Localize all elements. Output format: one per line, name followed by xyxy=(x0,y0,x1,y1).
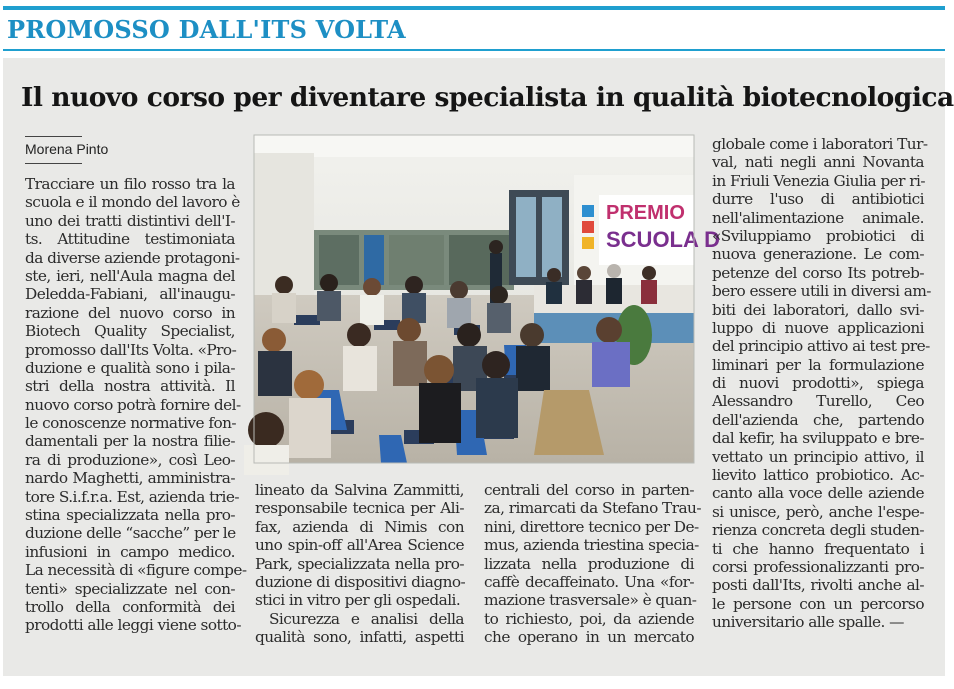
text-line: durre l'uso di antibiotici xyxy=(712,190,924,209)
author-rule-top xyxy=(25,136,82,137)
text-line: prodotti alle leggi viene sotto- xyxy=(25,616,241,635)
text-line: ste, ieri, nell'Aula magna del xyxy=(25,266,235,285)
banner-text-premio: PREMIO xyxy=(606,202,685,224)
text-line: La necessità di «figure compe- xyxy=(25,561,247,580)
text-line: vettato un principio attivo, il xyxy=(712,447,924,466)
text-line: ti che hanno frequentato i xyxy=(712,539,924,558)
text-line: qualità sono, infatti, aspetti xyxy=(255,628,464,647)
text-column-2 xyxy=(255,481,464,647)
text-line: tenti» specializzate nel con- xyxy=(25,579,235,598)
text-line: che operano in un mercato xyxy=(484,628,694,647)
text-line: «Sviluppiamo probiotici di xyxy=(712,226,924,245)
text-column-1 xyxy=(25,175,247,635)
text-line: le persone con un percorso xyxy=(712,594,924,613)
text-line: di nuovi prodotti», spiega xyxy=(712,374,924,393)
text-line: luppo di nuove applicazioni xyxy=(712,318,924,337)
author-byline: Morena Pinto xyxy=(25,141,109,157)
text-line: si unisce, però, anche l'espe- xyxy=(712,502,924,521)
photo-auditorium xyxy=(254,135,721,463)
text-line: le conoscenze normative fon- xyxy=(25,414,237,433)
article xyxy=(3,58,954,676)
text-line: Tracciare un filo rosso tra la xyxy=(25,175,235,193)
text-line: Sicurezza e analisi della xyxy=(269,609,464,628)
text-line: promosso dall'Its Volta. «Pro- xyxy=(25,340,237,359)
text-line: uno dei tratti distintivi dell'I- xyxy=(25,211,235,230)
text-line: corsi professionalizzanti pro- xyxy=(712,557,924,576)
text-column-3 xyxy=(484,481,701,647)
text-line: universitario alle spalle. — xyxy=(712,613,904,632)
top-rule xyxy=(3,6,945,10)
headline: Il nuovo corso per diventare specialista in qualità biotecnologica xyxy=(21,82,954,113)
text-line: val, nati negli anni Novanta xyxy=(712,153,924,172)
text-line: globale come i laboratori Tur- xyxy=(712,135,928,153)
text-line: responsabile tecnica per Ali- xyxy=(255,499,464,518)
text-line: damentali per la nostra filie- xyxy=(25,432,235,451)
text-line: stri della nostra attività. Il xyxy=(25,377,235,396)
text-line: Alessandro Turello, Ceo xyxy=(712,392,924,411)
text-line: Park, specializzata nella pro- xyxy=(255,554,464,573)
text-line: stici in vitro per gli ospedali. xyxy=(255,591,461,610)
text-line: ra di produzione», così Leo- xyxy=(25,450,235,469)
text-line: za, rimarcati da Stefano Trau- xyxy=(484,499,701,518)
text-line: infusioni in campo medico. xyxy=(25,542,235,561)
text-line: lizzata nella produzione di xyxy=(484,554,694,573)
text-line: duzione di dispositivi diagno- xyxy=(255,572,466,591)
text-line: nardo Maghetti, amministra- xyxy=(25,469,235,488)
text-line: canto alla voce delle aziende xyxy=(712,484,924,503)
text-line: centrali del corso in parten- xyxy=(484,481,694,499)
text-column-4 xyxy=(712,135,931,632)
author-rule-bottom xyxy=(25,163,82,164)
text-line: da diverse aziende protagoni- xyxy=(25,248,240,267)
article-photo xyxy=(254,135,721,463)
text-line: dell'azienda che, partendo xyxy=(712,410,924,429)
text-line: uno spin-off all'Area Science xyxy=(255,536,464,555)
text-line: liminari per la formulazione xyxy=(712,355,924,374)
text-line: caffè decaffeinato. Una «for- xyxy=(484,572,694,591)
text-line: petenze del corso Its potreb- xyxy=(712,263,924,282)
text-line: razione del nuovo corso in xyxy=(25,303,235,322)
text-line: dal kefir, ha sviluppato e bre- xyxy=(712,429,924,448)
text-line: tore S.i.f.r.a. Est, azienda trie- xyxy=(25,487,239,506)
text-line: nuova generazione. Le com- xyxy=(712,245,924,264)
text-line: trollo della conformità dei xyxy=(25,597,235,616)
text-line: stina specializzata nella pro- xyxy=(25,506,235,525)
text-line: duzione delle “sacche” per le xyxy=(25,524,236,543)
text-line: Deledda-Fabiani, all'inaugu- xyxy=(25,285,235,304)
text-line: rienza concreta degli studen- xyxy=(712,521,924,540)
text-line: biti dei laboratori, dallo svi- xyxy=(712,300,924,319)
text-line: scuola e il mondo del lavoro è xyxy=(25,193,240,212)
text-line: ts. Attitudine testimoniata xyxy=(25,230,235,249)
text-line: nell'alimentazione animale. xyxy=(712,208,924,227)
text-line: lievito lattico probiotico. Ac- xyxy=(712,466,924,485)
text-line: in Friuli Venezia Giulia per ri- xyxy=(712,171,925,190)
text-line: fax, azienda di Nimis con xyxy=(255,517,464,536)
text-line: nuovo corso potrà fornire del- xyxy=(25,395,241,414)
kicker-rule xyxy=(3,49,945,51)
text-line: duzione e qualità sono i pila- xyxy=(25,358,235,377)
text-line: Biotech Quality Specialist, xyxy=(25,322,235,341)
text-line: nini, direttore tecnico per De- xyxy=(484,517,699,536)
text-line: posti dall'Its, rivolti anche al- xyxy=(712,576,924,595)
section-kicker: PROMOSSO DALL'ITS VOLTA xyxy=(7,15,406,44)
text-line: lineato da Salvina Zammitti, xyxy=(255,481,464,499)
text-line: bero essere utili in diversi am- xyxy=(712,282,931,301)
text-line: del principio attivo ai test pre- xyxy=(712,337,930,356)
text-line: to richiesto, poi, da aziende xyxy=(484,609,694,628)
text-line: mazione trasversale» è quan- xyxy=(484,591,697,610)
banner-text-scuola: SCUOLA D xyxy=(606,227,721,252)
text-line: mus, azienda triestina specia- xyxy=(484,536,699,555)
